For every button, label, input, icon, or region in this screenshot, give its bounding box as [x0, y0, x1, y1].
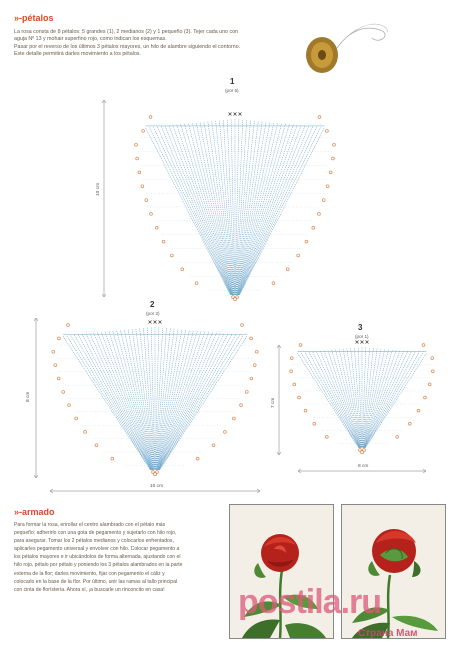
assembly-line: hilo rojo, pétalo por pétalo y poniendo los 3 pétalos alambrados en la parte: [14, 562, 183, 569]
petal-2-bead: [95, 444, 98, 447]
petal-2-bead: [212, 444, 215, 447]
petal-1-bead: [326, 185, 329, 188]
petal-3-bead: [325, 435, 328, 438]
petal-1-bead: [286, 268, 289, 271]
petal-1-bead: [142, 129, 145, 132]
diagram-1-height-line-arrow: [102, 100, 106, 103]
petal-1-bead: [333, 143, 336, 146]
diagram-3-width-line-arrow: [298, 469, 301, 473]
petal-1-stitch-line: [236, 121, 254, 295]
petal-1-stitch-line: [204, 122, 233, 295]
petal-2-stitch-line: [78, 335, 151, 470]
diagram-2-height: 8 cm: [26, 391, 31, 402]
petal-1-stitch-line: [235, 119, 239, 295]
petal-1-stitch-line: [219, 121, 234, 295]
petal-2-point-bead: [153, 472, 156, 475]
petal-1-cross-mark: [234, 113, 237, 116]
assembly-line: para asegurar. Tomar los 2 pétalos medianos y colocarlos enfrentados,: [14, 538, 174, 545]
petal-1-bead: [329, 171, 332, 174]
petal-1-cross-mark: [229, 113, 232, 116]
petal-1-stitch-line: [236, 121, 258, 295]
petal-2-stitch-line: [98, 333, 153, 470]
petal-1-bead: [150, 213, 153, 216]
petal-2-bead: [241, 324, 244, 327]
petal-3-stitch-line: [317, 352, 360, 448]
petal-1-stitch-line: [192, 123, 233, 295]
petal-1-stitch-line: [231, 119, 235, 295]
petal-1-bead: [297, 254, 300, 257]
petal-1-stitch-line: [173, 125, 232, 295]
petal-3-stitch-line: [363, 350, 388, 448]
petal-2-stitch-line: [105, 332, 152, 470]
petal-1-stitch-line: [216, 121, 234, 295]
petal-1-bead: [141, 185, 144, 188]
diagram-2-note: (por 2): [146, 311, 160, 316]
petal-1-stitch-line: [212, 121, 234, 295]
diagram-3-width: 8 cm: [358, 464, 369, 469]
petal-1-stitch-line: [185, 124, 233, 295]
petal-3-bead: [363, 449, 366, 452]
petal-1-stitch-line: [237, 123, 278, 295]
petal-2-stitch-line: [156, 329, 171, 470]
diagram-1-height-line-arrow: [102, 294, 106, 297]
petal-3-bead: [422, 344, 425, 347]
petal-2-stitch-line: [156, 329, 174, 470]
petal-2-stitch-line: [94, 333, 152, 470]
petal-2-cross-mark: [154, 321, 157, 324]
petal-1-stitch-line: [208, 122, 234, 295]
petal-2-stitch-line: [157, 330, 190, 470]
petal-2-stitch-line: [157, 331, 197, 470]
diagram-2-height-line-arrow: [34, 318, 38, 321]
petal-2-stitch-line: [155, 328, 162, 470]
petal-3-stitch-line: [364, 351, 404, 448]
petal-1-stitch-line: [157, 127, 231, 295]
petal-3-bead: [290, 357, 293, 360]
petal-3-bead: [431, 357, 434, 360]
petal-3-stitch-line: [363, 348, 374, 448]
petal-3-bead: [313, 422, 316, 425]
petal-3-stitch-line: [364, 350, 396, 448]
assembly-title: »-armado: [14, 507, 55, 517]
diagram-1-note: (por 5): [225, 88, 239, 93]
petal-1-bead: [135, 143, 138, 146]
petal-3-stitch-line: [305, 353, 359, 448]
diagram-1-height: 10 cm: [96, 182, 101, 196]
petal-2-stitch-line: [124, 330, 153, 470]
petal-1-stitch-line: [161, 126, 231, 295]
petal-2-stitch-line: [117, 331, 153, 470]
petal-3-point-bead: [360, 450, 363, 453]
petal-3-bead: [298, 396, 301, 399]
petal-3-stitch-line: [354, 348, 361, 448]
petal-2-cross-mark: [149, 321, 152, 324]
assembly-line: externa de la flor; darles movimiento, fijar con pegamento el cáliz y: [14, 570, 165, 577]
petal-2-stitch-line: [156, 329, 178, 470]
petal-3-stitch-line: [364, 351, 400, 448]
petal-3-stitch-line: [339, 349, 361, 448]
petal-2-stitch-line: [158, 334, 220, 470]
petal-2-stitch-line: [67, 336, 151, 470]
petal-3-bead: [396, 435, 399, 438]
petal-1-stitch-line: [238, 126, 301, 295]
petal-1-bead: [318, 116, 321, 119]
diagram-3-height-line-arrow: [277, 345, 281, 348]
petal-2-stitch-line: [158, 333, 216, 470]
petal-2-stitch-line: [113, 331, 153, 470]
petal-3-stitch-line: [313, 352, 360, 448]
diagram-2-number: 2: [150, 300, 155, 309]
petal-2-stitch-line: [132, 329, 154, 470]
petal-1-bead: [236, 296, 239, 299]
petal-2-bead: [255, 350, 258, 353]
petal-3-stitch-line: [328, 350, 360, 448]
petal-1-bead: [136, 157, 139, 160]
petal-3-stitch-line: [324, 351, 360, 448]
petal-1-stitch-line: [237, 122, 270, 295]
petal-2-stitch-line: [151, 327, 155, 470]
petal-3-stitch-line: [320, 351, 360, 448]
petal-1-stitch-line: [196, 123, 233, 295]
petal-1-stitch-line: [177, 125, 232, 295]
petal-2-stitch-line: [158, 333, 213, 470]
diagram-3-height-line-arrow: [277, 452, 281, 455]
petal-2-stitch-line: [71, 335, 151, 470]
petal-2-stitch-line: [159, 335, 232, 470]
petal-1-stitch-line: [236, 121, 251, 295]
assembly-paragraph: [14, 521, 226, 594]
petal-1-bead: [170, 254, 173, 257]
assembly-line: aplicarles pegamento universal y envolver con hilo. Colocar pegamento a: [14, 546, 180, 553]
petal-2-stitch-line: [75, 335, 151, 470]
petal-2-bead: [224, 431, 227, 434]
petal-1-bead: [162, 240, 165, 243]
petal-1-bead: [272, 282, 275, 285]
petal-1-stitch-line: [238, 126, 304, 295]
petal-3-stitch-line: [365, 353, 419, 448]
petal-1-stitch-line: [236, 120, 247, 295]
petal-3-cross-mark: [356, 341, 359, 344]
assembly-line: con cinta de florístería. Ahora sí, ¡a buscarle un rinconcito en casa!: [14, 586, 165, 593]
petal-1-point-bead: [233, 297, 236, 300]
petal-3-stitch-line: [343, 349, 361, 448]
petal-3-bead: [359, 449, 362, 452]
petal-3-bead: [299, 344, 302, 347]
petal-1-stitch-line: [238, 125, 293, 295]
petal-1-bead: [232, 296, 235, 299]
petal-1-stitch-line: [239, 128, 324, 295]
petal-1-bead: [138, 171, 141, 174]
petal-2-stitch-line: [121, 330, 154, 470]
petal-1-bead: [195, 282, 198, 285]
petal-3-bead: [428, 383, 431, 386]
petals-paragraph: [14, 29, 304, 58]
petal-2-stitch-line: [101, 332, 152, 470]
assembly-line: los pétalos mayores e ir ubicándolos de forma alternada, ajustando con el: [14, 554, 181, 561]
diagram-2-width: 10 cm: [150, 484, 164, 489]
diagram-2-width-line-arrow: [50, 489, 53, 493]
petal-1-stitch-line: [165, 126, 231, 295]
petal-2-stitch-line: [140, 329, 155, 470]
petal-2-bead: [62, 390, 65, 393]
petal-1-stitch-line: [237, 122, 266, 295]
petal-3-bead: [424, 396, 427, 399]
petal-2-stitch-line: [158, 334, 224, 470]
petal-1-bead: [181, 268, 184, 271]
petal-2-stitch-line: [157, 332, 201, 470]
petal-2-stitch-line: [160, 336, 247, 470]
petal-3-stitch-line: [332, 350, 361, 448]
petal-2-bead: [156, 471, 159, 474]
petal-3-stitch-line: [301, 353, 359, 448]
petal-1-bead: [149, 116, 152, 119]
petal-1-stitch-line: [227, 120, 234, 295]
assembly-line: Para formar la rosa, enrollar el centro alambrado con el pétalo más: [14, 522, 166, 528]
petal-3-stitch-line: [363, 349, 385, 448]
petals-title: »-pétalos: [14, 13, 54, 23]
petal-1-stitch-line: [238, 124, 290, 295]
petal-1-stitch-line: [237, 123, 274, 295]
petal-2-bead: [52, 350, 55, 353]
petal-2-bead: [152, 471, 155, 474]
petal-2-bead: [196, 457, 199, 460]
petal-1-stitch-line: [238, 124, 286, 295]
petals-line: La rosa consta de 8 pétalos: 5 grandes (1), 2 medianos (2) y 1 pequeño (3). Tejer cada uno con: [14, 29, 238, 35]
petal-3-stitch-line: [362, 348, 369, 448]
petal-2-stitch-line: [157, 331, 193, 470]
diagram-1-number: 1: [230, 77, 235, 86]
petal-2-stitch-line: [155, 327, 159, 470]
petal-2-bead: [58, 337, 61, 340]
petal-2-bead: [245, 390, 248, 393]
petal-2-stitch-line: [156, 328, 167, 470]
diagram-2-width-line-arrow: [257, 489, 260, 493]
petal-3-stitch-line: [364, 352, 407, 448]
petal-1-bead: [145, 199, 148, 202]
petal-2-stitch-line: [159, 334, 228, 470]
petals-line: Pasar por el reverso de los últimos 3 pétalos mayores, un hilo de alambre siguiendo el contorno.: [14, 43, 241, 50]
petal-2-bead: [250, 337, 253, 340]
petal-1-stitch-line: [236, 122, 262, 295]
petal-2-stitch-line: [144, 328, 155, 470]
petal-2-stitch-line: [147, 328, 154, 470]
diagram-3-number: 3: [358, 323, 363, 332]
petal-2-bead: [57, 377, 60, 380]
petal-1-stitch-line: [237, 124, 281, 295]
petal-2-stitch-line: [159, 335, 239, 470]
petal-1-stitch-line: [181, 124, 233, 295]
petal-2-stitch-line: [136, 329, 154, 470]
petal-1-bead: [305, 240, 308, 243]
petal-3-stitch-line: [364, 350, 393, 448]
petal-2-stitch-line: [63, 336, 150, 470]
petal-3-bead: [293, 383, 296, 386]
petal-3-bead: [431, 370, 434, 373]
petal-1-stitch-line: [200, 122, 233, 295]
petal-1-stitch-line: [239, 128, 320, 295]
petal-1-cross-mark: [239, 113, 242, 116]
petal-2-bead: [111, 457, 114, 460]
petal-3-bead: [304, 409, 307, 412]
petal-3-bead: [417, 409, 420, 412]
petal-3-stitch-line: [309, 352, 359, 448]
petal-2-stitch-line: [157, 332, 204, 470]
strana-mam-watermark: Страна Мам: [358, 628, 418, 639]
assembly-line: pequeño; adherirlo con una gota de pegamento y sujetarlo con hilo rojo,: [14, 530, 177, 537]
diagram-3-width-line-arrow: [423, 469, 426, 473]
petal-1-stitch-line: [235, 120, 242, 295]
petal-3-stitch-line: [298, 353, 359, 448]
petal-2-bead: [54, 364, 57, 367]
petal-2-bead: [84, 431, 87, 434]
petal-2-bead: [253, 364, 256, 367]
petals-line: aguja Nº 13 y mohair superfino rojo, como indican los esquemas.: [14, 36, 167, 43]
petal-3-stitch-line: [347, 349, 361, 448]
petal-2-stitch-line: [156, 330, 181, 470]
petal-2-bead: [75, 417, 78, 420]
petal-2-stitch-line: [159, 336, 243, 470]
diagram-2-height-line-arrow: [34, 475, 38, 478]
diagram-3-note: (por 1): [355, 334, 369, 339]
petal-3-stitch-line: [335, 350, 360, 448]
petal-1-bead: [331, 157, 334, 160]
petal-3-stitch-line: [362, 347, 366, 448]
petal-3-stitch-line: [365, 352, 415, 448]
petal-1-stitch-line: [150, 128, 231, 295]
petal-1-bead: [155, 226, 158, 229]
petal-2-bead: [240, 404, 243, 407]
petal-1-bead: [318, 213, 321, 216]
petal-1-stitch-line: [154, 127, 231, 295]
petal-1-bead: [322, 199, 325, 202]
petal-2-bead: [67, 324, 70, 327]
petal-1-stitch-line: [238, 125, 297, 295]
assembly-line: colocarlo en la base de la flor. Por último, unir las ramas al tallo principal: [14, 578, 178, 585]
petal-2-stitch-line: [157, 330, 186, 470]
petal-2-stitch-line: [90, 334, 152, 470]
petal-1-bead: [312, 226, 315, 229]
petal-2-stitch-line: [158, 332, 209, 470]
petal-1-stitch-line: [169, 126, 232, 295]
petal-3-cross-mark: [361, 341, 364, 344]
petal-2-stitch-line: [109, 332, 153, 470]
petal-1-stitch-line: [188, 124, 232, 295]
petal-3-bead: [290, 370, 293, 373]
petal-2-stitch-line: [159, 335, 235, 470]
petal-2-bead: [232, 417, 235, 420]
petal-2-stitch-line: [82, 334, 151, 470]
petals-line: Este detalle permitirá darles movimiento a los pétalos.: [14, 50, 141, 57]
petal-1-stitch-line: [239, 126, 309, 295]
petal-3-cross-mark: [366, 341, 369, 344]
diagram-3-height: 7 cm: [271, 397, 276, 408]
petal-1-stitch-line: [239, 127, 316, 295]
petal-3-stitch-line: [365, 353, 426, 448]
petal-3-bead: [408, 422, 411, 425]
petal-2-cross-mark: [159, 321, 162, 324]
petal-2-stitch-line: [86, 334, 152, 470]
petal-3-stitch-line: [363, 349, 377, 448]
petal-3-stitch-line: [363, 349, 381, 448]
petal-3-stitch-line: [358, 347, 362, 448]
petal-3-stitch-line: [351, 348, 362, 448]
petal-3-stitch-line: [364, 352, 411, 448]
petal-2-stitch-line: [128, 330, 153, 470]
postila-watermark-logo: postila.ru: [238, 583, 382, 621]
petal-2-bead: [250, 377, 253, 380]
petal-1-stitch-line: [146, 128, 231, 295]
petal-3-stitch-line: [365, 353, 423, 448]
petal-1-bead: [326, 129, 329, 132]
petal-2-bead: [68, 404, 71, 407]
petal-1-stitch-line: [223, 120, 234, 295]
petal-1-stitch-line: [239, 127, 313, 295]
